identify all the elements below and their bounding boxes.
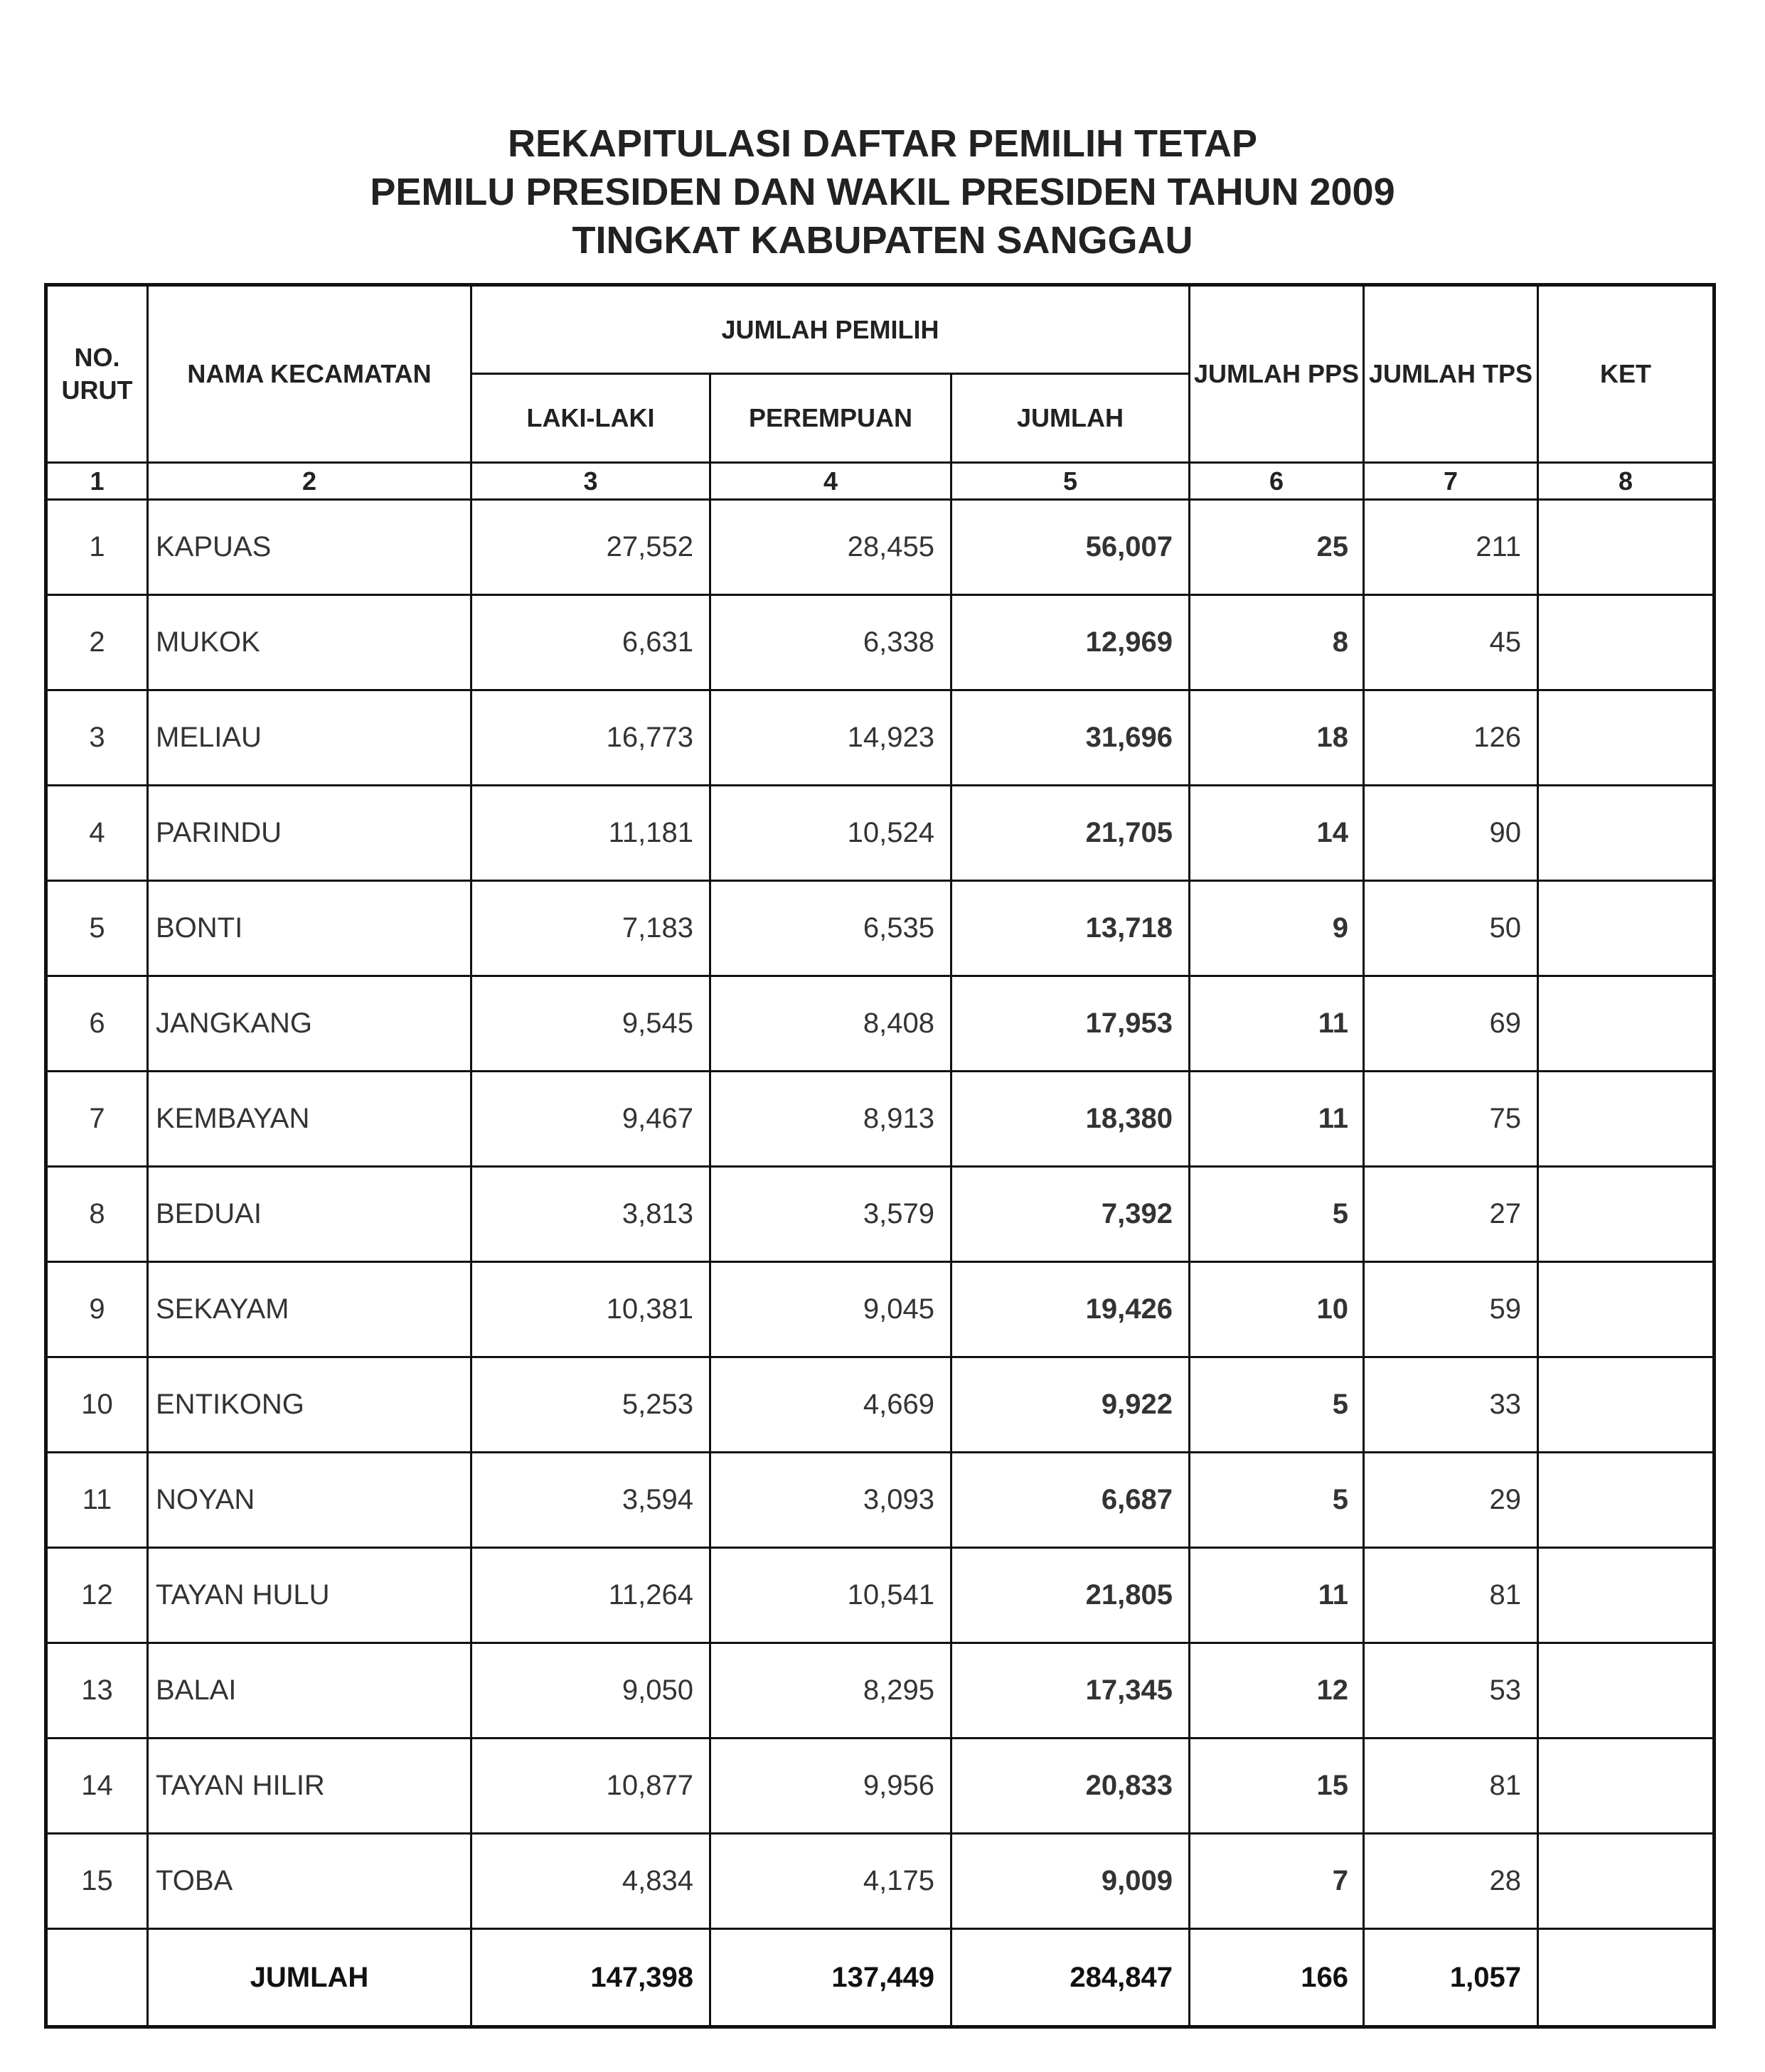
row-number: 4 (46, 786, 148, 881)
total-no-cell (46, 1929, 148, 2027)
row-number: 10 (46, 1357, 148, 1453)
table-row (46, 690, 1715, 786)
laki-laki-value: 7,183 (471, 881, 710, 976)
laki-laki-value: 10,381 (471, 1262, 710, 1357)
jumlah-value: 13,718 (951, 881, 1190, 976)
perempuan-value: 9,045 (710, 1262, 951, 1357)
ket-value (1538, 1643, 1715, 1739)
tps-value: 126 (1364, 690, 1538, 786)
header-jumlah-pps: JUMLAH PPS (1190, 285, 1364, 463)
pps-value: 11 (1190, 1548, 1364, 1643)
table-row (46, 1739, 1715, 1834)
row-number: 8 (46, 1167, 148, 1262)
laki-laki-value: 5,253 (471, 1357, 710, 1453)
table-row (46, 976, 1715, 1072)
ket-value (1538, 881, 1715, 976)
laki-laki-value: 3,594 (471, 1453, 710, 1548)
kecamatan-name: KEMBAYAN (148, 1072, 471, 1167)
table-row (46, 1262, 1715, 1357)
laki-laki-value: 11,264 (471, 1548, 710, 1643)
column-number: 3 (471, 463, 710, 500)
tps-value: 81 (1364, 1739, 1538, 1834)
kecamatan-name: TAYAN HILIR (148, 1739, 471, 1834)
header-nama-kecamatan: NAMA KECAMATAN (148, 285, 471, 463)
laki-laki-value: 3,813 (471, 1167, 710, 1262)
title-line-2: PEMILU PRESIDEN DAN WAKIL PRESIDEN TAHUN 2009 (370, 171, 1395, 213)
kecamatan-name: ENTIKONG (148, 1357, 471, 1453)
pps-value: 10 (1190, 1262, 1364, 1357)
ket-value (1538, 690, 1715, 786)
table-row (46, 786, 1715, 881)
jumlah-value: 9,009 (951, 1834, 1190, 1929)
column-number: 1 (46, 463, 148, 500)
row-number: 15 (46, 1834, 148, 1929)
table-row (46, 1548, 1715, 1643)
ket-value (1538, 1548, 1715, 1643)
row-number: 2 (46, 595, 148, 690)
perempuan-value: 8,408 (710, 976, 951, 1072)
table-row (46, 595, 1715, 690)
laki-laki-value: 6,631 (471, 595, 710, 690)
jumlah-value: 6,687 (951, 1453, 1190, 1548)
pps-value: 5 (1190, 1357, 1364, 1453)
column-number: 4 (710, 463, 951, 500)
document-title (0, 119, 1765, 265)
table-row (46, 1453, 1715, 1548)
perempuan-value: 4,669 (710, 1357, 951, 1453)
perempuan-value: 3,093 (710, 1453, 951, 1548)
jumlah-value: 31,696 (951, 690, 1190, 786)
tps-value: 50 (1364, 881, 1538, 976)
pps-value: 12 (1190, 1643, 1364, 1739)
column-number: 7 (1364, 463, 1538, 500)
header-no-urut: NO. URUT (46, 285, 148, 463)
laki-laki-value: 27,552 (471, 500, 710, 595)
perempuan-value: 8,913 (710, 1072, 951, 1167)
jumlah-value: 9,922 (951, 1357, 1190, 1453)
perempuan-value: 10,524 (710, 786, 951, 881)
jumlah-value: 19,426 (951, 1262, 1190, 1357)
perempuan-value: 3,579 (710, 1167, 951, 1262)
tps-value: 53 (1364, 1643, 1538, 1739)
laki-laki-value: 4,834 (471, 1834, 710, 1929)
total-jumlah: 284,847 (951, 1929, 1190, 2027)
total-row (46, 1929, 1715, 2027)
pps-value: 8 (1190, 595, 1364, 690)
tps-value: 75 (1364, 1072, 1538, 1167)
row-number: 7 (46, 1072, 148, 1167)
header-jumlah: JUMLAH (951, 374, 1190, 463)
tps-value: 59 (1364, 1262, 1538, 1357)
pps-value: 5 (1190, 1453, 1364, 1548)
tps-value: 69 (1364, 976, 1538, 1072)
total-perempuan: 137,449 (710, 1929, 951, 2027)
header-jumlah-tps: JUMLAH TPS (1364, 285, 1538, 463)
tps-value: 33 (1364, 1357, 1538, 1453)
tps-value: 211 (1364, 500, 1538, 595)
perempuan-value: 28,455 (710, 500, 951, 595)
kecamatan-name: MELIAU (148, 690, 471, 786)
ket-value (1538, 1357, 1715, 1453)
jumlah-value: 20,833 (951, 1739, 1190, 1834)
table-row (46, 1167, 1715, 1262)
ket-value (1538, 1834, 1715, 1929)
header-jumlah-pemilih: JUMLAH PEMILIH (471, 285, 1190, 374)
row-number: 6 (46, 976, 148, 1072)
ket-value (1538, 1262, 1715, 1357)
pps-value: 14 (1190, 786, 1364, 881)
laki-laki-value: 11,181 (471, 786, 710, 881)
ket-value (1538, 976, 1715, 1072)
voter-recap-table (44, 283, 1716, 2029)
ket-value (1538, 1453, 1715, 1548)
header-perempuan: PEREMPUAN (710, 374, 951, 463)
tps-value: 27 (1364, 1167, 1538, 1262)
row-number: 1 (46, 500, 148, 595)
laki-laki-value: 9,467 (471, 1072, 710, 1167)
tps-value: 28 (1364, 1834, 1538, 1929)
header-laki-laki: LAKI-LAKI (471, 374, 710, 463)
perempuan-value: 9,956 (710, 1739, 951, 1834)
table-row (46, 1357, 1715, 1453)
kecamatan-name: PARINDU (148, 786, 471, 881)
table-row (46, 1072, 1715, 1167)
column-number: 8 (1538, 463, 1715, 500)
perempuan-value: 6,338 (710, 595, 951, 690)
header-ket: KET (1538, 285, 1715, 463)
total-laki-laki: 147,398 (471, 1929, 710, 2027)
jumlah-value: 7,392 (951, 1167, 1190, 1262)
kecamatan-name: NOYAN (148, 1453, 471, 1548)
kecamatan-name: KAPUAS (148, 500, 471, 595)
table-row (46, 1643, 1715, 1739)
laki-laki-value: 16,773 (471, 690, 710, 786)
kecamatan-name: BEDUAI (148, 1167, 471, 1262)
row-number: 5 (46, 881, 148, 976)
ket-value (1538, 786, 1715, 881)
perempuan-value: 6,535 (710, 881, 951, 976)
jumlah-value: 12,969 (951, 595, 1190, 690)
jumlah-value: 18,380 (951, 1072, 1190, 1167)
jumlah-value: 17,953 (951, 976, 1190, 1072)
perempuan-value: 8,295 (710, 1643, 951, 1739)
pps-value: 11 (1190, 976, 1364, 1072)
pps-value: 15 (1190, 1739, 1364, 1834)
table-row (46, 500, 1715, 595)
ket-value (1538, 595, 1715, 690)
kecamatan-name: TOBA (148, 1834, 471, 1929)
pps-value: 9 (1190, 881, 1364, 976)
perempuan-value: 14,923 (710, 690, 951, 786)
row-number: 13 (46, 1643, 148, 1739)
pps-value: 11 (1190, 1072, 1364, 1167)
pps-value: 18 (1190, 690, 1364, 786)
row-number: 12 (46, 1548, 148, 1643)
pps-value: 7 (1190, 1834, 1364, 1929)
laki-laki-value: 9,545 (471, 976, 710, 1072)
kecamatan-name: BONTI (148, 881, 471, 976)
laki-laki-value: 9,050 (471, 1643, 710, 1739)
tps-value: 81 (1364, 1548, 1538, 1643)
ket-value (1538, 500, 1715, 595)
laki-laki-value: 10,877 (471, 1739, 710, 1834)
pps-value: 25 (1190, 500, 1364, 595)
kecamatan-name: MUKOK (148, 595, 471, 690)
ket-value (1538, 1072, 1715, 1167)
kecamatan-name: SEKAYAM (148, 1262, 471, 1357)
tps-value: 90 (1364, 786, 1538, 881)
column-number: 6 (1190, 463, 1364, 500)
total-pps: 166 (1190, 1929, 1364, 2027)
total-tps: 1,057 (1364, 1929, 1538, 2027)
perempuan-value: 10,541 (710, 1548, 951, 1643)
kecamatan-name: TAYAN HULU (148, 1548, 471, 1643)
column-number-row (46, 463, 1715, 500)
jumlah-value: 21,705 (951, 786, 1190, 881)
jumlah-value: 56,007 (951, 500, 1190, 595)
tps-value: 45 (1364, 595, 1538, 690)
table-row (46, 881, 1715, 976)
row-number: 9 (46, 1262, 148, 1357)
title-line-3: TINGKAT KABUPATEN SANGGAU (572, 219, 1193, 262)
pps-value: 5 (1190, 1167, 1364, 1262)
table-row (46, 1834, 1715, 1929)
column-number: 5 (951, 463, 1190, 500)
row-number: 11 (46, 1453, 148, 1548)
ket-value (1538, 1739, 1715, 1834)
kecamatan-name: BALAI (148, 1643, 471, 1739)
ket-value (1538, 1167, 1715, 1262)
row-number: 14 (46, 1739, 148, 1834)
kecamatan-name: JANGKANG (148, 976, 471, 1072)
total-ket (1538, 1929, 1715, 2027)
jumlah-value: 17,345 (951, 1643, 1190, 1739)
column-number: 2 (148, 463, 471, 500)
total-label: JUMLAH (148, 1929, 471, 2027)
title-line-1: REKAPITULASI DAFTAR PEMILIH TETAP (508, 122, 1257, 165)
tps-value: 29 (1364, 1453, 1538, 1548)
row-number: 3 (46, 690, 148, 786)
perempuan-value: 4,175 (710, 1834, 951, 1929)
jumlah-value: 21,805 (951, 1548, 1190, 1643)
